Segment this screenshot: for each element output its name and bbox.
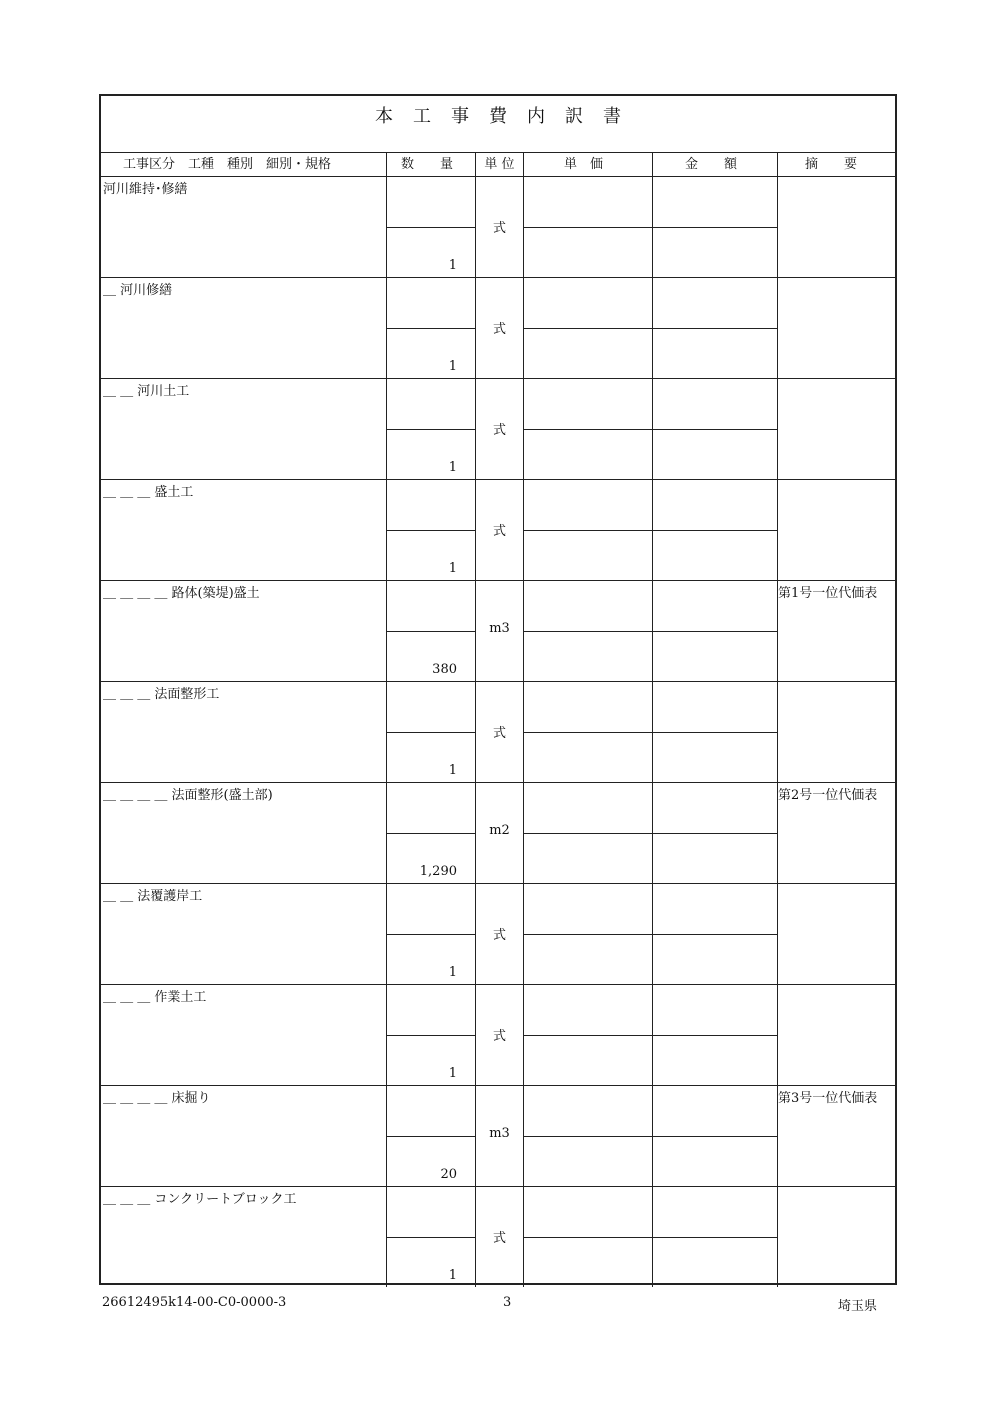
unit-value: 式 <box>492 221 506 236</box>
header-item: 工事区分 工種 種別 細別・規格 <box>101 153 387 176</box>
table-row <box>101 1187 895 1287</box>
unit-value: 式 <box>492 1231 506 1246</box>
amount-cell <box>653 682 778 782</box>
amount-cell <box>653 783 778 883</box>
quantity-cell <box>387 278 476 378</box>
item-name: ＿ ＿ ＿ ＿ 路体(築堤)盛土 <box>103 586 260 601</box>
unit-cell <box>476 581 524 681</box>
item-cell <box>101 985 387 1085</box>
remarks-value: 第2号一位代価表 <box>778 788 878 803</box>
table-row <box>101 985 895 1086</box>
quantity-value: 1 <box>448 965 457 980</box>
table-header <box>101 153 895 177</box>
item-name: ＿ ＿ ＿ 盛土工 <box>103 485 194 500</box>
item-cell <box>101 884 387 984</box>
remarks-cell <box>778 581 895 681</box>
quantity-value: 20 <box>440 1167 457 1182</box>
item-cell <box>101 278 387 378</box>
remarks-cell <box>778 278 895 378</box>
quantity-value: 1 <box>448 763 457 778</box>
quantity-cell <box>387 1086 476 1186</box>
unit-value: 式 <box>492 524 506 539</box>
item-name: ＿ ＿ ＿ ＿ 法面整形(盛土部) <box>103 788 273 803</box>
item-cell <box>101 1086 387 1186</box>
quantity-value: 1 <box>448 460 457 475</box>
unit-value: 式 <box>492 1029 506 1044</box>
quantity-value: 380 <box>432 662 457 677</box>
quantity-value: 1 <box>448 258 457 273</box>
remarks-value: 第3号一位代価表 <box>778 1091 878 1106</box>
unit-value: 式 <box>492 726 506 741</box>
quantity-cell <box>387 682 476 782</box>
unit-price-cell <box>524 985 653 1085</box>
unit-value: m3 <box>489 621 510 636</box>
table-row <box>101 278 895 379</box>
item-name: ＿ ＿ ＿ 作業土工 <box>103 990 207 1005</box>
table-row <box>101 884 895 985</box>
quantity-cell <box>387 985 476 1085</box>
table-row <box>101 1086 895 1187</box>
unit-cell <box>476 783 524 883</box>
document-title: 本工事費内訳書 <box>375 106 641 127</box>
amount-cell <box>653 177 778 277</box>
unit-cell <box>476 480 524 580</box>
unit-value: 式 <box>492 423 506 438</box>
header-remarks: 摘 要 <box>805 157 858 172</box>
quantity-cell <box>387 480 476 580</box>
title-box <box>101 96 895 153</box>
amount-cell <box>653 581 778 681</box>
unit-price-cell <box>524 1086 653 1186</box>
amount-cell <box>653 379 778 479</box>
quantity-value: 1,290 <box>419 864 457 879</box>
quantity-cell <box>387 177 476 277</box>
unit-price-cell <box>524 1187 653 1287</box>
unit-price-cell <box>524 278 653 378</box>
unit-value: m3 <box>489 1126 510 1141</box>
table-row <box>101 480 895 581</box>
item-name: ＿ 河川修繕 <box>103 283 173 298</box>
amount-cell <box>653 884 778 984</box>
unit-cell <box>476 177 524 277</box>
header-unit: 単 位 <box>476 153 524 176</box>
footer-page-number: 3 <box>503 1295 512 1310</box>
remarks-cell <box>778 985 895 1085</box>
unit-price-cell <box>524 884 653 984</box>
unit-price-cell <box>524 379 653 479</box>
unit-value: 式 <box>492 322 506 337</box>
footer-issuer: 埼玉県 <box>838 1299 878 1314</box>
unit-cell <box>476 1086 524 1186</box>
remarks-cell <box>778 379 895 479</box>
quantity-value: 1 <box>448 561 457 576</box>
remarks-cell <box>778 682 895 782</box>
item-cell <box>101 177 387 277</box>
remarks-value: 第1号一位代価表 <box>778 586 878 601</box>
item-cell <box>101 783 387 883</box>
unit-price-cell <box>524 581 653 681</box>
unit-cell <box>476 985 524 1085</box>
item-cell <box>101 581 387 681</box>
item-cell <box>101 682 387 782</box>
unit-price-cell <box>524 177 653 277</box>
unit-price-cell <box>524 682 653 782</box>
amount-cell <box>653 1086 778 1186</box>
quantity-cell <box>387 581 476 681</box>
item-name: ＿ ＿ 法覆護岸工 <box>103 889 203 904</box>
item-name: ＿ ＿ ＿ 法面整形工 <box>103 687 220 702</box>
amount-cell <box>653 1187 778 1287</box>
table-row <box>101 379 895 480</box>
quantity-cell <box>387 1187 476 1287</box>
unit-cell <box>476 1187 524 1287</box>
quantity-value: 1 <box>448 1268 457 1283</box>
unit-cell <box>476 379 524 479</box>
item-cell <box>101 1187 387 1287</box>
header-amount: 金 額 <box>653 153 778 176</box>
footer-code: 26612495k14-00-C0-0000-3 <box>102 1295 287 1310</box>
quantity-cell <box>387 379 476 479</box>
amount-cell <box>653 985 778 1085</box>
unit-value: 式 <box>492 928 506 943</box>
unit-cell <box>476 884 524 984</box>
remarks-cell <box>778 1086 895 1186</box>
cost-breakdown-sheet <box>99 94 897 1285</box>
table-row <box>101 682 895 783</box>
remarks-cell <box>778 480 895 580</box>
amount-cell <box>653 480 778 580</box>
table-row <box>101 783 895 884</box>
unit-value: m2 <box>489 823 510 838</box>
unit-cell <box>476 278 524 378</box>
header-unit-price: 単 価 <box>524 153 653 176</box>
unit-price-cell <box>524 480 653 580</box>
item-cell <box>101 379 387 479</box>
header-quantity: 数 量 <box>387 153 476 176</box>
item-name: ＿ ＿ 河川土工 <box>103 384 190 399</box>
amount-cell <box>653 278 778 378</box>
item-name: 河川維持･修繕 <box>103 182 188 197</box>
remarks-cell <box>778 783 895 883</box>
remarks-cell <box>778 1187 895 1287</box>
quantity-value: 1 <box>448 1066 457 1081</box>
unit-price-cell <box>524 783 653 883</box>
item-name: ＿ ＿ ＿ ＿ 床掘り <box>103 1091 211 1106</box>
unit-cell <box>476 682 524 782</box>
quantity-cell <box>387 884 476 984</box>
table-row <box>101 581 895 682</box>
quantity-cell <box>387 783 476 883</box>
remarks-cell <box>778 884 895 984</box>
remarks-cell <box>778 177 895 277</box>
quantity-value: 1 <box>448 359 457 374</box>
item-name: ＿ ＿ ＿ コンクリートブロック工 <box>103 1192 297 1207</box>
table-row <box>101 177 895 278</box>
item-cell <box>101 480 387 580</box>
